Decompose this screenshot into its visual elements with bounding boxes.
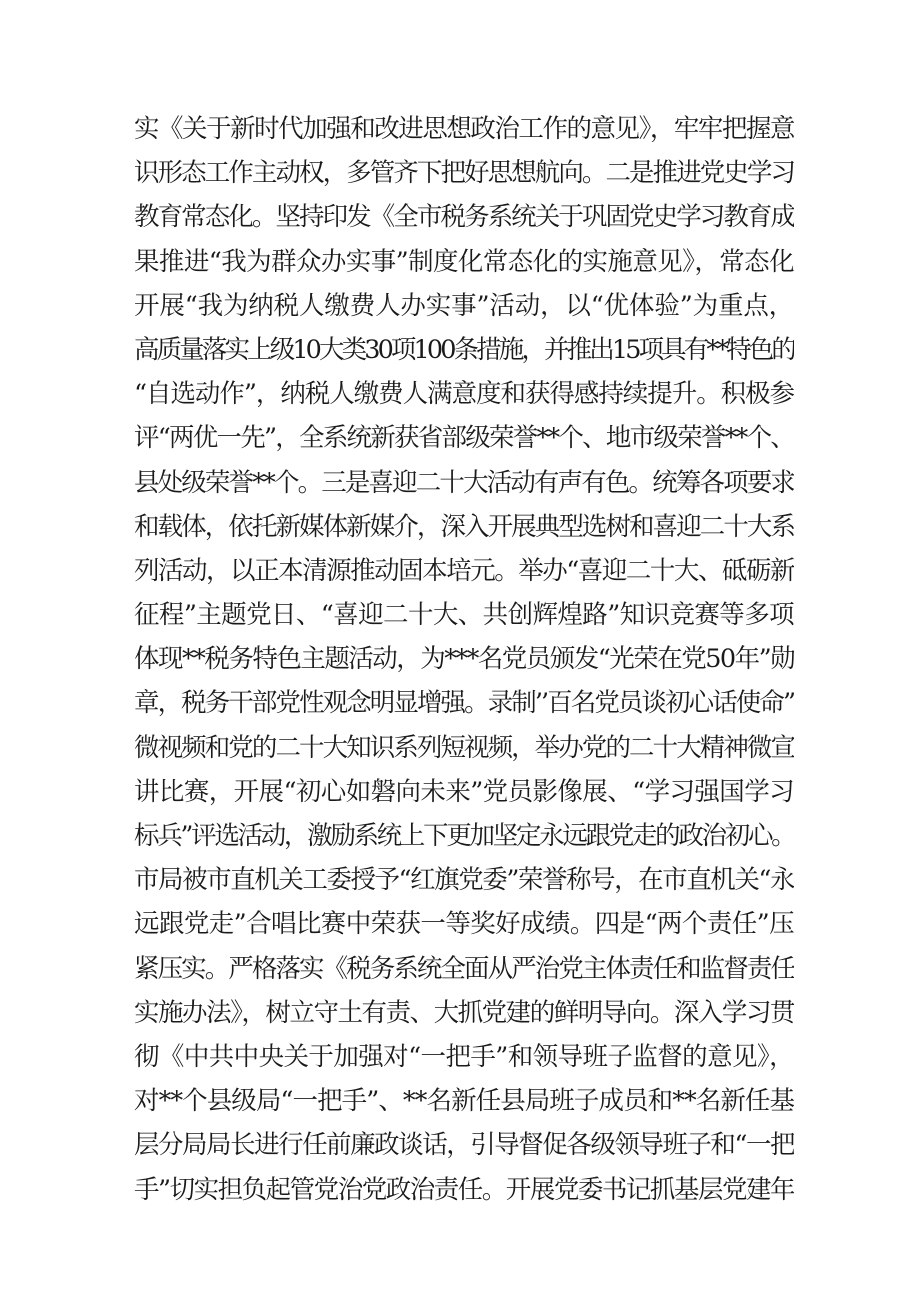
text-line: “自选动作”，纳税人缴费人满意度和获得感持续提升。积极参 <box>134 379 794 410</box>
text-line: 县处级荣誉**个。三是喜迎二十大活动有声有色。统筹各项要求 <box>134 467 794 498</box>
text-line: 标兵”评选活动，激励系统上下更加坚定永远跟党走的政治初心。 <box>134 821 794 851</box>
text-line: 和载体，依托新媒体新媒介，深入开展典型选树和喜迎二十大系 <box>134 511 794 542</box>
text-line: 彻《中共中央关于加强对“一把手”和领导班子监督的意见》， <box>134 1041 794 1072</box>
text-line: 实《关于新时代加强和改进思想政治工作的意见》，牢牢把握意 <box>134 114 794 144</box>
text-line: 体现**税务特色主题活动，为***名党员颁发“光荣在党50年”勋 <box>134 644 794 675</box>
text-line: 列活动，以正本清源推动固本培元。举办“喜迎二十大、砥砺新 <box>134 555 794 586</box>
text-line: 实施办法》，树立守土有责、大抓党建的鲜明导向。深入学习贯 <box>134 997 794 1028</box>
text-line: 章，税务干部党性观念明显增强。录制’’百名党员谈初心话使命” <box>134 688 794 719</box>
text-line: 果推进“我为群众办实事”制度化常态化的实施意见》，常态化 <box>134 246 794 277</box>
text-line: 教育常态化。坚持印发《全市税务系统关于巩固党史学习教育成 <box>134 202 794 233</box>
text-line: 远跟党走”合唱比赛中荣获一等奖好成绩。四是“两个责任”压 <box>134 909 794 940</box>
text-line: 微视频和党的二十大知识系列短视频，举办党的二十大精神微宣 <box>134 732 794 763</box>
text-line: 层分局局长进行任前廉政谈话，引导督促各级领导班子和“一把 <box>134 1130 794 1161</box>
text-line: 高质量落实上级10大类30项100条措施，并推出15项具有**特色的 <box>134 334 794 365</box>
text-line: 对**个县级局“一把手”、**名新任县局班子成员和**名新任基 <box>134 1086 794 1117</box>
text-line: 紧压实。严格落实《税务系统全面从严治党主体责任和监督责任 <box>134 953 794 984</box>
text-line: 识形态工作主动权，多管齐下把好思想航向。二是推进党史学习 <box>134 158 794 189</box>
body-text <box>134 107 794 1212</box>
text-line: 评“两优一先”，全系统新获省部级荣誉**个、地市级荣誉**个、 <box>134 423 794 454</box>
text-line: 开展“我为纳税人缴费人办实事”活动，以“优体验”为重点， <box>134 290 794 321</box>
text-line: 市局被市直机关工委授予“红旗党委”荣誉称号，在市直机关“永 <box>134 865 794 896</box>
text-line: 手”切实担负起管党治党政治责任。开展党委书记抓基层党建年 <box>134 1174 794 1205</box>
text-line: 征程”主题党日、“喜迎二十大、共创辉煌路”知识竞赛等多项 <box>134 600 794 631</box>
text-line: 讲比赛，开展“初心如磐向未来”党员影像展、“学习强国学习 <box>134 776 794 807</box>
